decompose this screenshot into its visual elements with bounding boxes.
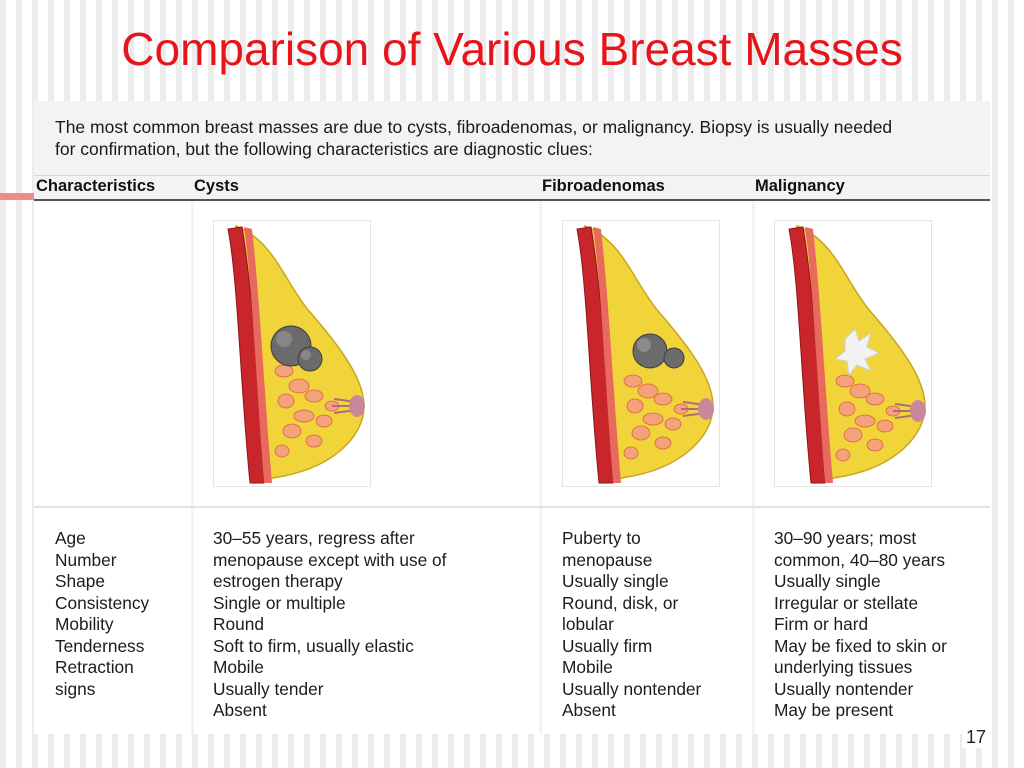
char-number: Number: [55, 549, 117, 570]
malig-line: Firm or hard: [774, 614, 869, 634]
fibro-line: menopause: [562, 549, 653, 570]
char-tenderness: Tenderness: [55, 635, 145, 656]
header-characteristics: Characteristics: [36, 177, 156, 195]
malignancy-cell: [774, 528, 947, 722]
fibroadenomas-cell: [562, 528, 701, 722]
cysts-line: 30–55 years, regress after: [213, 528, 415, 548]
malig-line: Irregular or stellate: [774, 592, 919, 613]
slide-title: Comparison of Various Breast Masses: [121, 23, 903, 75]
cysts-line: Usually tender: [213, 678, 324, 699]
comparison-panel: [34, 101, 990, 734]
fibroadenoma-illustration: [562, 220, 720, 487]
fibro-line: Mobile: [562, 657, 613, 677]
fibro-line: Usually firm: [562, 635, 653, 656]
fibro-line: Puberty to: [562, 528, 641, 548]
row-divider: [34, 506, 990, 508]
malig-line: common, 40–80 years: [774, 549, 945, 570]
page-number: 17: [962, 727, 990, 748]
cysts-line: Single or multiple: [213, 592, 346, 613]
cysts-line: estrogen therapy: [213, 571, 343, 591]
malig-line: Usually nontender: [774, 678, 914, 699]
char-mobility: Mobility: [55, 614, 114, 634]
fibro-line: Usually nontender: [562, 678, 702, 699]
characteristics-cell: [55, 528, 149, 700]
intro-text: [55, 116, 985, 160]
intro-line-2: for confirmation, but the following characteristics are diagnostic clues:: [55, 139, 593, 159]
header-cysts: Cysts: [194, 177, 239, 195]
malignancy-illustration: [774, 220, 932, 487]
fibro-line: lobular: [562, 614, 614, 634]
accent-bar: [0, 193, 34, 200]
malig-line: May be present: [774, 700, 894, 720]
char-consistency: Consistency: [55, 592, 150, 613]
fibro-line: Round, disk, or: [562, 592, 679, 613]
malig-line: 30–90 years; most: [774, 528, 917, 548]
cysts-cell: [213, 528, 446, 722]
char-age: Age: [55, 528, 86, 548]
fibro-line: Usually single: [562, 571, 669, 591]
header-malignancy: Malignancy: [755, 177, 845, 195]
cyst-illustration: [213, 220, 371, 487]
malig-line: underlying tissues: [774, 657, 913, 677]
char-shape: Shape: [55, 571, 105, 591]
header-top-rule: [34, 175, 990, 176]
cysts-line: Absent: [213, 700, 267, 720]
cysts-line: Mobile: [213, 657, 264, 677]
fibro-line: Absent: [562, 700, 616, 720]
cysts-line: menopause except with use of: [213, 549, 447, 570]
malig-line: Usually single: [774, 571, 881, 591]
cysts-line: Soft to firm, usually elastic: [213, 635, 414, 656]
char-signs: signs: [55, 678, 96, 699]
cysts-line: Round: [213, 614, 264, 634]
malig-line: May be fixed to skin or: [774, 635, 947, 656]
header-fibroadenomas: Fibroadenomas: [542, 177, 665, 195]
intro-line-1: The most common breast masses are due to cysts, fibroadenomas, or malignancy. Biopsy is usually needed: [55, 117, 893, 137]
char-retraction: Retraction: [55, 657, 134, 677]
